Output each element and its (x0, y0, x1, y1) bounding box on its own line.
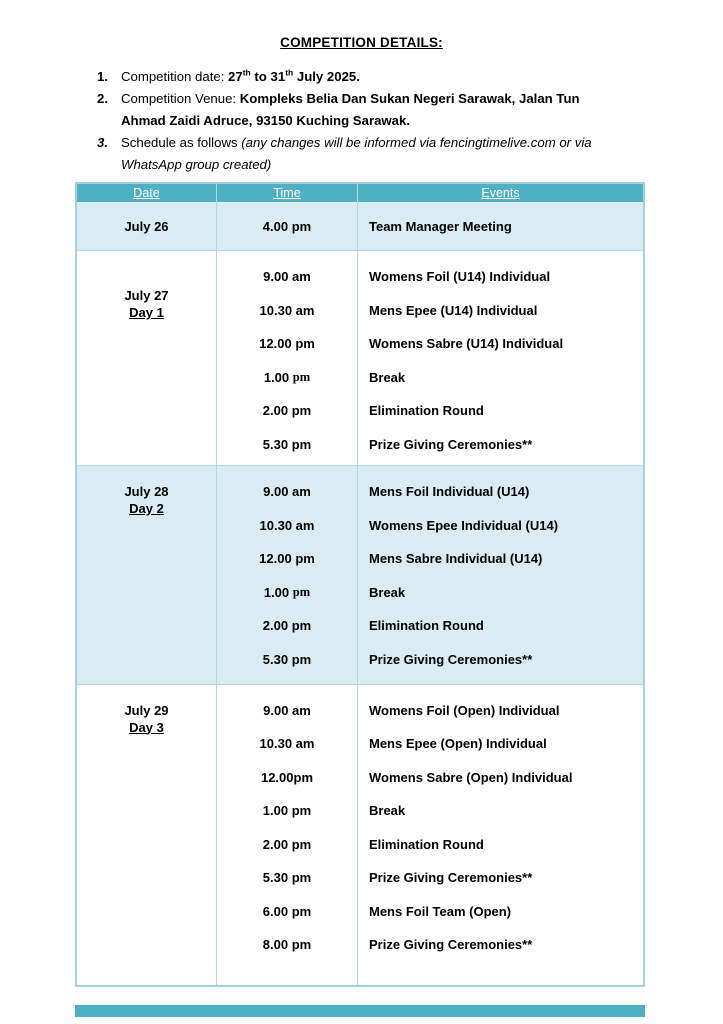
schedule-table (75, 182, 645, 987)
event-value: Elimination Round (369, 836, 484, 852)
event-cell (358, 466, 643, 684)
time-value: 1.00 pm (263, 584, 311, 600)
list-item (97, 88, 637, 132)
date-cell (77, 202, 216, 250)
time-value: 10.30 am (259, 302, 315, 318)
list-item-text: Competition date: 27th to 31th July 2025. (121, 67, 360, 84)
time-value: 2.00 pm (262, 836, 312, 852)
time-value: 5.30 pm (262, 651, 312, 667)
time-value: 5.30 pm (262, 870, 312, 886)
header-cell-time (216, 184, 358, 202)
date-cell (77, 251, 216, 465)
time-value: 9.00 am (263, 269, 311, 285)
event-cell (358, 202, 643, 250)
time-value: 6.00 pm (262, 903, 312, 919)
time-cell (216, 466, 358, 684)
event-value: Mens Epee (Open) Individual (369, 736, 547, 752)
time-value: 9.00 am (263, 702, 311, 718)
day-label: Day 1 (129, 305, 164, 320)
event-value: Womens Sabre (U14) Individual (369, 336, 564, 352)
event-value: Womens Sabre (Open) Individual (369, 769, 573, 785)
date-cell (77, 466, 216, 684)
event-value: Womens Epee Individual (U14) (369, 517, 559, 533)
time-value: 4.00 pm (262, 218, 312, 234)
time-value: 8.00 pm (262, 937, 312, 953)
day-label: Day 2 (129, 501, 164, 516)
list-item-text: Competition Venue: Kompleks Belia Dan Sukan Negeri Sarawak, Jalan Tun Ahmad Zaidi Adruce, 93150 Kuching Sarawak. (121, 91, 580, 128)
header-cell-date (77, 184, 216, 202)
event-cell (358, 685, 643, 985)
table-section-row (77, 250, 643, 465)
event-value: Mens Sabre Individual (U14) (369, 551, 543, 567)
time-value: 1.00 pm (262, 803, 312, 819)
event-value: Break (369, 369, 406, 385)
list-item-number: 1. (97, 69, 108, 84)
date-label: July 28 (124, 484, 169, 499)
time-value: 2.00 pm (262, 403, 312, 419)
event-value: Break (369, 584, 406, 600)
event-value: Team Manager Meeting (369, 218, 512, 234)
event-value: Prize Giving Ceremonies** (369, 870, 533, 886)
date-label: July 27 (124, 288, 169, 303)
table-section-row (77, 465, 643, 684)
list-item-text: Schedule as follows (any changes will be informed via fencingtimelive.com or via WhatsApp group created) (121, 135, 592, 172)
time-value: 12.00 pm (259, 336, 315, 352)
time-value: 12.00 pm (259, 551, 315, 567)
header-label-date: Date (133, 186, 160, 200)
event-cell (358, 251, 643, 465)
event-value: Womens Foil (U14) Individual (369, 269, 551, 285)
page-title: COMPETITION DETAILS: (280, 35, 443, 50)
header-label-time: Time (273, 186, 301, 200)
event-value: Prize Giving Ceremonies** (369, 937, 533, 953)
date-label: July 26 (124, 218, 169, 234)
table-body (77, 202, 643, 985)
list-item-number: 3. (97, 135, 108, 150)
event-value: Mens Foil Individual (U14) (369, 484, 530, 500)
event-value: Prize Giving Ceremonies** (369, 651, 533, 667)
event-value: Break (369, 803, 406, 819)
list-item (97, 132, 637, 176)
event-value: Elimination Round (369, 618, 484, 634)
time-value: 5.30 pm (262, 436, 312, 452)
time-value: 10.30 am (259, 517, 315, 533)
event-value: Womens Foil (Open) Individual (369, 702, 560, 718)
time-cell (216, 685, 358, 985)
event-value: Prize Giving Ceremonies** (369, 436, 533, 452)
list-item (97, 66, 637, 88)
time-value: 2.00 pm (262, 618, 312, 634)
next-page-table-bar (75, 1005, 645, 1017)
event-value: Mens Epee (U14) Individual (369, 302, 538, 318)
time-cell (216, 251, 358, 465)
header-cell-events (358, 184, 643, 202)
table-section-row (77, 684, 643, 985)
event-value: Elimination Round (369, 403, 484, 419)
list-item-number: 2. (97, 91, 108, 106)
time-cell (216, 202, 358, 250)
date-label: July 29 (124, 702, 169, 718)
day-label: Day 3 (129, 719, 164, 735)
date-cell (77, 685, 216, 985)
time-value: 12.00pm (260, 769, 314, 785)
time-value: 9.00 am (263, 484, 311, 500)
details-list (97, 66, 637, 176)
table-header-row (77, 184, 643, 202)
time-value: 10.30 am (259, 736, 315, 752)
header-label-events: Events (481, 186, 520, 200)
time-value: 1.00 pm (263, 369, 311, 385)
event-value: Mens Foil Team (Open) (369, 903, 512, 919)
table-section-row (77, 202, 643, 250)
